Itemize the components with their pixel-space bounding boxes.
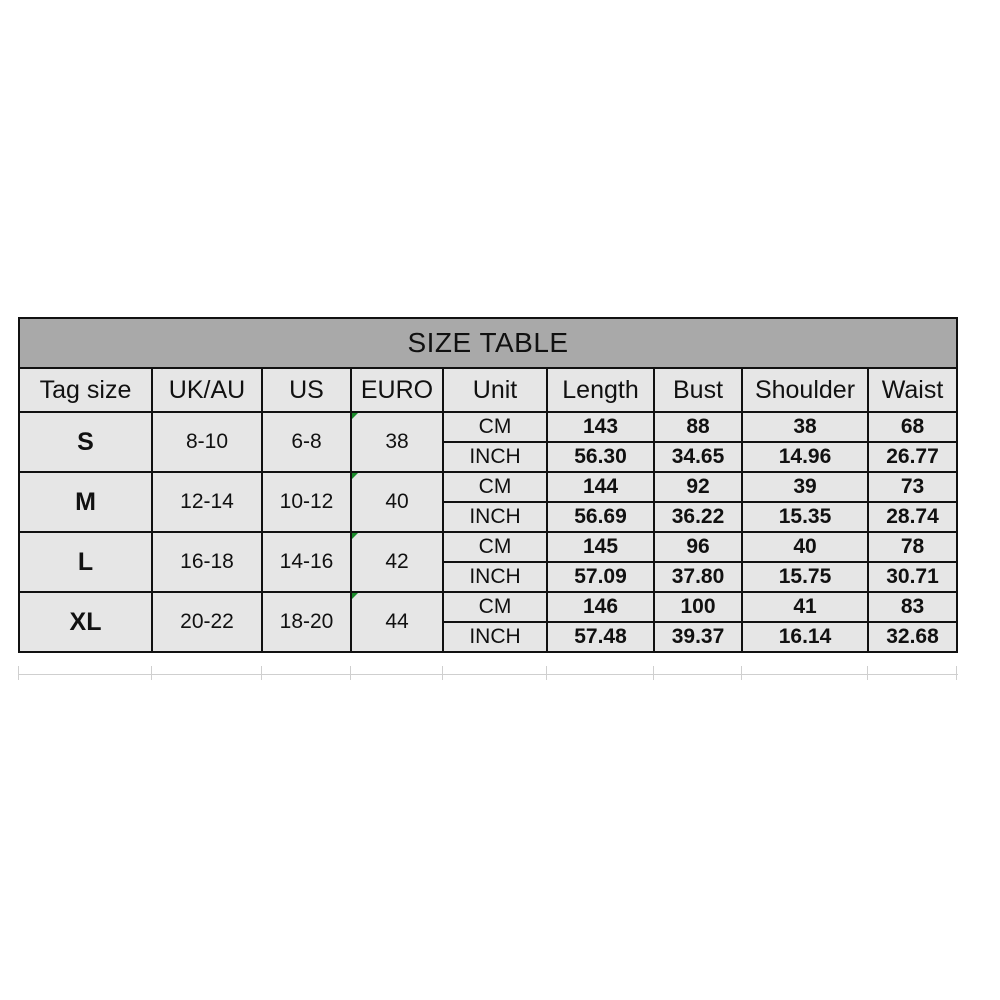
sheet-gridline	[867, 666, 868, 680]
uk-au-cell: 20-22	[152, 592, 262, 652]
unit-cell: CM	[443, 592, 547, 622]
length-cell: 146	[547, 592, 654, 622]
tag-size-cell: S	[19, 412, 152, 472]
corner-mark-icon	[352, 473, 358, 479]
sheet-gridline	[151, 666, 152, 680]
shoulder-cell: 14.96	[742, 442, 868, 472]
shoulder-cell: 15.75	[742, 562, 868, 592]
waist-cell: 78	[868, 532, 957, 562]
uk-au-cell: 8-10	[152, 412, 262, 472]
tag-size-cell: L	[19, 532, 152, 592]
length-cell: 56.69	[547, 502, 654, 532]
us-cell: 6-8	[262, 412, 351, 472]
corner-mark-icon	[352, 413, 358, 419]
unit-cell: CM	[443, 412, 547, 442]
us-cell: 18-20	[262, 592, 351, 652]
bust-cell: 96	[654, 532, 742, 562]
tag-size-cell: M	[19, 472, 152, 532]
header-us: US	[262, 368, 351, 412]
sheet-gridline	[741, 666, 742, 680]
corner-mark-icon	[352, 533, 358, 539]
uk-au-cell: 16-18	[152, 532, 262, 592]
waist-cell: 30.71	[868, 562, 957, 592]
uk-au-cell: 12-14	[152, 472, 262, 532]
shoulder-cell: 41	[742, 592, 868, 622]
size-table	[18, 317, 958, 653]
header-row	[19, 368, 957, 412]
shoulder-cell: 38	[742, 412, 868, 442]
waist-cell: 68	[868, 412, 957, 442]
sheet-gridline	[261, 666, 262, 680]
unit-cell: INCH	[443, 502, 547, 532]
shoulder-cell: 15.35	[742, 502, 868, 532]
bust-cell: 37.80	[654, 562, 742, 592]
waist-cell: 32.68	[868, 622, 957, 652]
unit-cell: INCH	[443, 622, 547, 652]
bust-cell: 92	[654, 472, 742, 502]
waist-cell: 26.77	[868, 442, 957, 472]
sheet-gridline	[442, 666, 443, 680]
length-cell: 144	[547, 472, 654, 502]
waist-cell: 73	[868, 472, 957, 502]
waist-cell: 28.74	[868, 502, 957, 532]
sheet-gridline	[350, 666, 351, 680]
us-cell: 14-16	[262, 532, 351, 592]
length-cell: 56.30	[547, 442, 654, 472]
unit-cell: INCH	[443, 442, 547, 472]
unit-cell: INCH	[443, 562, 547, 592]
length-cell: 57.48	[547, 622, 654, 652]
table-row	[19, 592, 957, 622]
shoulder-cell: 39	[742, 472, 868, 502]
shoulder-cell: 40	[742, 532, 868, 562]
length-cell: 143	[547, 412, 654, 442]
corner-mark-icon	[352, 593, 358, 599]
header-uk-au: UK/AU	[152, 368, 262, 412]
euro-value: 42	[385, 550, 409, 573]
table-row	[19, 412, 957, 442]
unit-cell: CM	[443, 472, 547, 502]
shoulder-cell: 16.14	[742, 622, 868, 652]
tag-size-cell: XL	[19, 592, 152, 652]
table-row	[19, 472, 957, 502]
header-length: Length	[547, 368, 654, 412]
length-cell: 57.09	[547, 562, 654, 592]
table-row	[19, 532, 957, 562]
header-unit: Unit	[443, 368, 547, 412]
sheet-gridline	[18, 674, 958, 675]
bust-cell: 36.22	[654, 502, 742, 532]
length-cell: 145	[547, 532, 654, 562]
sheet-gridline	[546, 666, 547, 680]
us-cell: 10-12	[262, 472, 351, 532]
bust-cell: 34.65	[654, 442, 742, 472]
euro-cell	[351, 532, 443, 592]
header-bust: Bust	[654, 368, 742, 412]
sheet-gridline	[956, 666, 957, 680]
euro-cell	[351, 592, 443, 652]
sheet-gridline	[653, 666, 654, 680]
bust-cell: 100	[654, 592, 742, 622]
unit-cell: CM	[443, 532, 547, 562]
euro-cell	[351, 472, 443, 532]
title-row	[19, 318, 957, 368]
waist-cell: 83	[868, 592, 957, 622]
header-tag-size: Tag size	[19, 368, 152, 412]
sheet-gridline	[18, 666, 19, 680]
bust-cell: 39.37	[654, 622, 742, 652]
euro-value: 44	[385, 610, 409, 633]
euro-cell	[351, 412, 443, 472]
header-shoulder: Shoulder	[742, 368, 868, 412]
header-euro: EURO	[351, 368, 443, 412]
table-title: SIZE TABLE	[19, 318, 957, 368]
header-waist: Waist	[868, 368, 957, 412]
euro-value: 38	[385, 430, 409, 453]
euro-value: 40	[385, 490, 409, 513]
bust-cell: 88	[654, 412, 742, 442]
